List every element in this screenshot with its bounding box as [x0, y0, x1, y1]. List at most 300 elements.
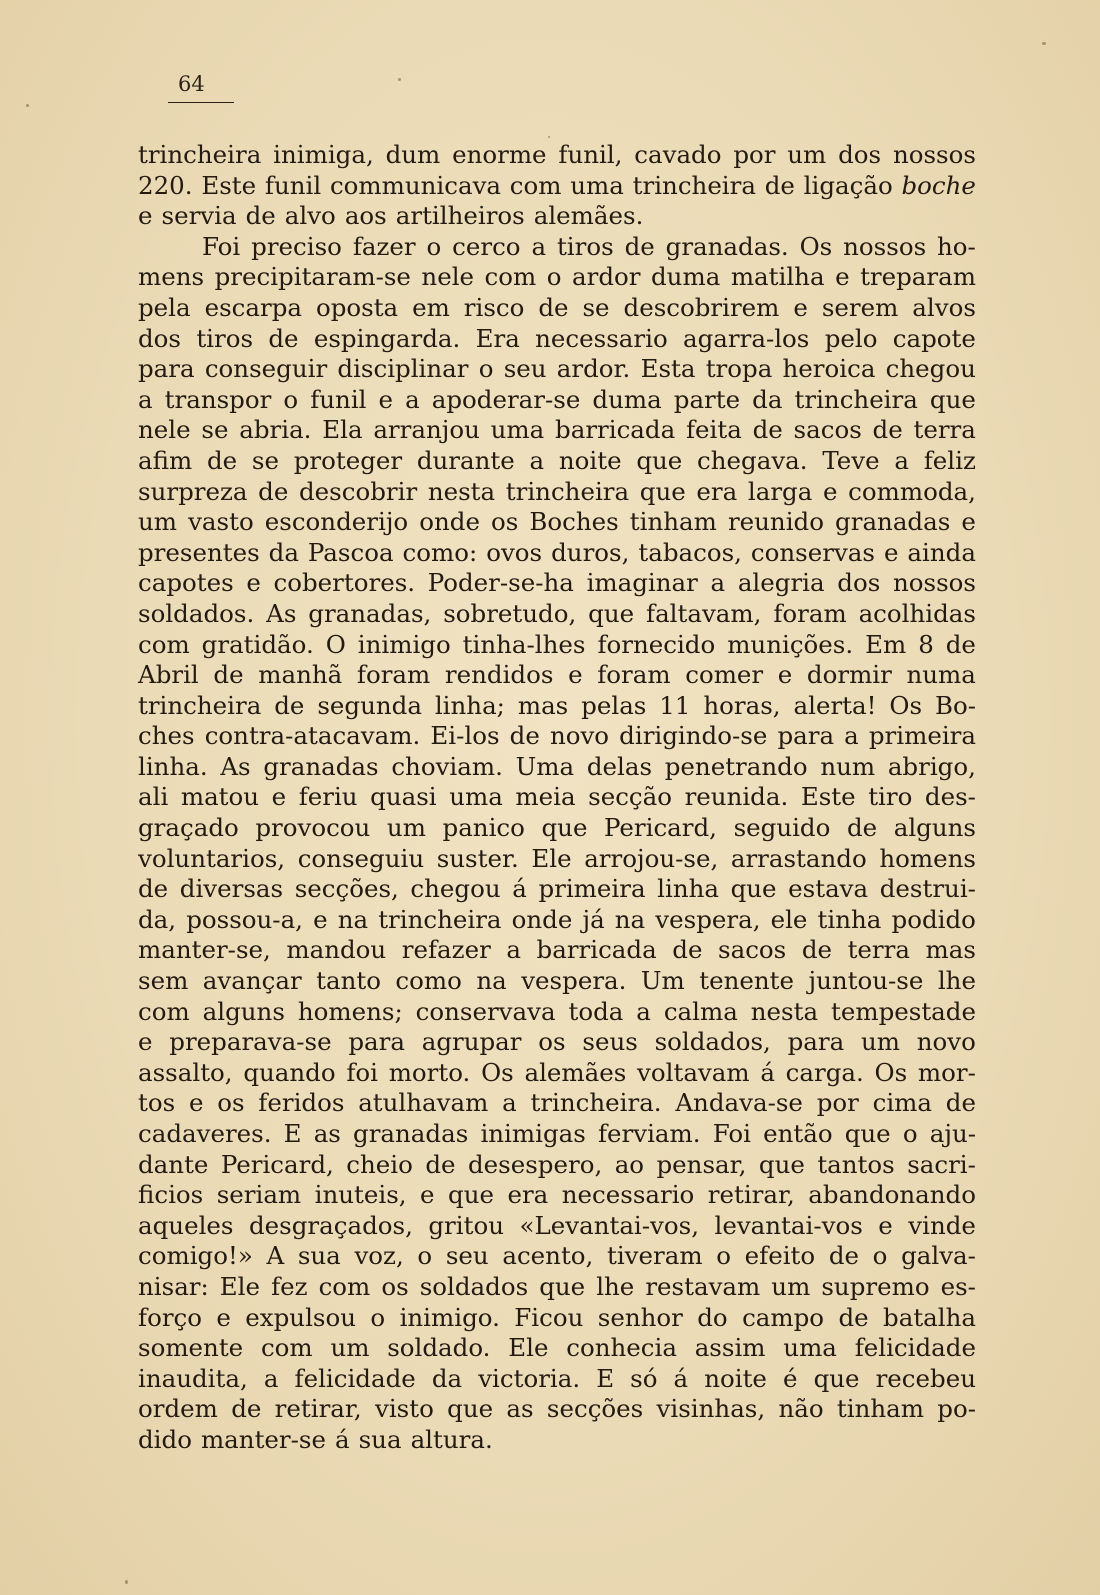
word: de: [274, 690, 305, 720]
word: aqueles: [138, 1210, 234, 1240]
word: dormir: [806, 660, 892, 690]
word: felicidade: [294, 1363, 416, 1393]
word: felicidade: [854, 1333, 976, 1363]
word: o: [426, 231, 442, 261]
word: feliz: [923, 445, 976, 475]
word: tinha-lhes: [462, 629, 586, 659]
word: Os: [889, 690, 923, 720]
word: conseguir: [204, 354, 328, 384]
word: cima: [872, 1088, 933, 1118]
word: cavado: [634, 140, 722, 169]
word: trincheira: [138, 140, 262, 169]
word: era: [507, 1180, 549, 1210]
word: Boches: [529, 507, 619, 537]
word: inimigas: [480, 1119, 586, 1148]
text-line: [138, 966, 976, 997]
word: commoda,: [848, 476, 976, 506]
text-line: [138, 691, 976, 722]
word: tinham: [629, 507, 717, 537]
word: batalha: [883, 1302, 976, 1332]
word: trincheira.: [530, 1088, 662, 1118]
word: ainda: [907, 537, 976, 567]
word: «Levantai-vos,: [519, 1210, 699, 1240]
word: boche: [901, 170, 976, 200]
word: uma: [570, 170, 624, 200]
word: servia: [161, 201, 237, 231]
word: tiros: [196, 323, 254, 353]
word: Bo-: [934, 690, 976, 720]
word: que: [730, 874, 777, 904]
word: preciso: [251, 231, 342, 261]
word: novo: [916, 1027, 976, 1057]
word: soldados,: [654, 1027, 771, 1057]
word: cadaveres.: [138, 1119, 272, 1148]
word: desgraçados,: [248, 1210, 413, 1240]
text-line: [138, 874, 976, 905]
word: victoria.: [478, 1363, 581, 1393]
word: refazer: [401, 935, 491, 965]
word: gritou: [428, 1210, 504, 1240]
word: Ela: [322, 415, 363, 445]
word: que: [541, 813, 588, 843]
word: provocou: [255, 813, 371, 843]
word: seus: [582, 1027, 638, 1057]
word: dos: [838, 140, 882, 169]
word: tiro: [868, 782, 913, 812]
word: pela: [138, 292, 191, 322]
word: mor-: [917, 1057, 976, 1087]
word: sua: [297, 1241, 341, 1271]
word: Era: [475, 323, 520, 353]
word: a: [531, 231, 547, 261]
word: tiveram: [607, 1241, 703, 1271]
word: de: [258, 476, 289, 506]
word: horas,: [703, 690, 781, 720]
word: inuteis,: [314, 1180, 407, 1210]
word: de: [672, 935, 703, 965]
word: como: [395, 966, 462, 996]
word: ao: [614, 1149, 645, 1179]
word: inimigo: [357, 629, 451, 659]
text-line: [138, 538, 976, 569]
word: e: [961, 507, 976, 537]
text-line: [138, 171, 976, 202]
word: por: [816, 1088, 859, 1118]
word: as: [506, 1394, 534, 1424]
word: e: [378, 384, 394, 414]
word: á: [673, 1363, 689, 1393]
word: assalto,: [138, 1057, 233, 1087]
word: na: [476, 966, 507, 996]
word: alguns: [202, 996, 285, 1026]
word: trincheira: [505, 476, 630, 506]
word: nossos: [892, 140, 976, 169]
word: podido: [891, 904, 976, 934]
word: apoderar-se: [431, 384, 581, 414]
word: soldados: [419, 1271, 529, 1301]
word: dum: [385, 140, 441, 169]
word: carga.: [785, 1057, 864, 1087]
word: um: [787, 140, 827, 169]
word: tinham: [836, 1394, 924, 1424]
word: os: [491, 507, 519, 537]
word: aos: [344, 201, 387, 231]
word: do: [697, 1302, 728, 1332]
word: arrojou-se,: [584, 843, 719, 873]
word: á: [512, 874, 527, 904]
word: trincheira: [794, 384, 918, 414]
word: ardor.: [556, 354, 631, 384]
word: juntou-se: [808, 966, 924, 996]
word: campo: [742, 1302, 825, 1332]
word: a: [506, 935, 521, 965]
word: nisar:: [138, 1271, 209, 1301]
word: Andava-se: [675, 1088, 803, 1118]
word: dido: [138, 1424, 192, 1454]
word: treparam: [860, 262, 976, 292]
word: alguns: [893, 813, 976, 843]
word: é: [783, 1363, 798, 1393]
word: avançar: [202, 966, 302, 996]
word: matou: [180, 782, 260, 812]
word: as: [313, 1119, 341, 1148]
word: inimigo.: [399, 1302, 500, 1332]
text-line: [138, 140, 976, 171]
text-line: [138, 1241, 976, 1272]
text-line: [138, 324, 976, 355]
text-line: [138, 1425, 976, 1456]
page-number: 64: [178, 72, 205, 96]
word: presentes: [138, 537, 260, 567]
word: expulsou: [245, 1302, 357, 1332]
word: a: [529, 445, 545, 475]
word: de: [268, 323, 299, 353]
word: faltavam,: [646, 598, 762, 628]
word: delas: [586, 751, 653, 781]
word: sem: [138, 966, 189, 996]
word: ele: [770, 904, 808, 934]
word: sacos: [718, 935, 787, 965]
word: e: [138, 201, 153, 231]
word: fez: [271, 1271, 308, 1301]
word: oposta: [315, 292, 399, 322]
word: á: [760, 1057, 775, 1087]
word: ligação: [803, 170, 893, 200]
word: necessario: [561, 1180, 695, 1210]
word: cobertores.: [273, 568, 416, 598]
word: novo: [549, 721, 610, 751]
word: e: [793, 292, 808, 322]
word: os: [381, 1271, 409, 1301]
word: e: [216, 1302, 231, 1332]
word: uma: [490, 415, 545, 445]
word: o: [546, 262, 562, 292]
word: ordem: [138, 1394, 218, 1424]
word: granadas.: [665, 231, 789, 261]
word: para: [348, 1027, 405, 1057]
word: supremo: [821, 1271, 930, 1301]
word: da,: [138, 904, 177, 934]
word: Teve: [822, 445, 880, 475]
word: seu: [503, 354, 547, 384]
word: granadas: [263, 751, 379, 781]
word: de: [509, 721, 540, 751]
word: altura.: [410, 1424, 493, 1454]
word: que: [588, 598, 635, 628]
word: linha: [657, 874, 719, 904]
word: da: [752, 384, 783, 414]
word: serem: [821, 292, 899, 322]
word: tempestade: [831, 996, 976, 1026]
word: alvo: [284, 201, 336, 231]
word: inaudita,: [138, 1363, 248, 1393]
word: soldado.: [387, 1333, 491, 1363]
word: cerco: [452, 231, 521, 261]
word: voz,: [354, 1241, 404, 1271]
word: As: [220, 751, 251, 781]
word: barricada: [536, 935, 657, 965]
word: soldados.: [138, 598, 255, 628]
word: primeira: [868, 721, 976, 751]
word: com: [509, 170, 562, 200]
word: e: [188, 1088, 204, 1118]
word: secções,: [294, 874, 399, 904]
word: de: [138, 874, 169, 904]
word: e: [420, 1180, 435, 1210]
word: dante: [138, 1149, 209, 1179]
word: acento,: [502, 1241, 594, 1271]
word: ficios: [138, 1180, 204, 1210]
word: por: [733, 140, 776, 169]
word: heroica: [782, 354, 876, 384]
word: sobretudo,: [443, 598, 577, 628]
word: de: [752, 415, 783, 445]
word: disciplinar: [337, 354, 469, 384]
word: panico: [442, 813, 525, 843]
word: arranjou: [373, 415, 480, 445]
word: agarra-los: [683, 323, 810, 353]
word: ho-: [937, 231, 976, 261]
text-line: [138, 1150, 976, 1181]
word: funil,: [558, 140, 623, 169]
word: o: [283, 384, 299, 414]
word: fazer: [352, 231, 416, 261]
word: granadas,: [308, 598, 432, 628]
word: de: [764, 170, 795, 200]
text-line: [138, 262, 976, 293]
word: que: [639, 476, 686, 506]
text-line: [138, 232, 976, 263]
word: senhor: [597, 1302, 683, 1332]
word: a: [263, 1363, 279, 1393]
word: Ele: [508, 1333, 549, 1363]
word: secção: [588, 782, 673, 812]
word: feita: [685, 415, 742, 445]
word: preparava-se: [169, 1027, 332, 1057]
word: Os: [874, 1057, 908, 1087]
word: se: [582, 292, 610, 322]
word: Poder-se-ha: [427, 568, 574, 598]
word: estava: [788, 874, 869, 904]
body-text: [138, 140, 976, 1456]
word: espingarda.: [313, 323, 461, 353]
word: uma: [783, 1333, 837, 1363]
word: ali: [138, 782, 169, 812]
text-line: [138, 293, 976, 324]
word: nesta: [427, 476, 496, 506]
word: com: [138, 629, 190, 659]
word: para: [777, 721, 835, 751]
word: abria.: [239, 415, 312, 445]
word: sua: [358, 1424, 402, 1454]
word: foram: [773, 598, 847, 628]
word: agrupar: [421, 1027, 522, 1057]
word: que: [813, 1363, 860, 1393]
word: como:: [402, 537, 478, 567]
word: enorme: [452, 140, 547, 169]
word: trincheira: [378, 904, 502, 934]
word: Pericard,: [220, 1149, 334, 1179]
word: necessario: [535, 323, 668, 353]
word: quando: [243, 1057, 336, 1087]
word: a: [710, 568, 726, 598]
word: granadas: [353, 1119, 469, 1148]
word: só: [630, 1363, 658, 1393]
word: um: [330, 1333, 370, 1363]
word: pelo: [824, 323, 878, 353]
word: mandou: [286, 935, 387, 965]
word: e: [835, 262, 850, 292]
text-line: [138, 1119, 976, 1150]
word: graçado: [138, 813, 239, 843]
text-line: [138, 1088, 976, 1119]
word: trincheira: [632, 170, 756, 200]
word: linha.: [138, 751, 208, 781]
word: o: [370, 1302, 386, 1332]
word: de: [231, 1394, 262, 1424]
text-line: [138, 1333, 976, 1364]
word: quasi: [370, 782, 437, 812]
word: precipitaram-se: [214, 262, 411, 292]
text-line: [138, 354, 976, 385]
word: que: [447, 1394, 494, 1424]
word: assim: [694, 1333, 766, 1363]
word: Abril: [138, 660, 199, 690]
word: conservava: [415, 996, 556, 1026]
word: tropa: [705, 354, 773, 384]
paper-speck: [26, 104, 29, 107]
word: visto: [375, 1394, 434, 1424]
word: conservas: [750, 537, 875, 567]
word: Este: [800, 782, 856, 812]
word: um: [860, 1027, 900, 1057]
word: terra: [847, 935, 910, 965]
text-line: [138, 721, 976, 752]
word: levantai-vos: [714, 1210, 863, 1240]
word: alegria: [737, 568, 825, 598]
word: de: [801, 935, 832, 965]
word: primeira: [538, 874, 646, 904]
word: uma: [449, 782, 503, 812]
word: galva-: [901, 1241, 976, 1271]
text-line: [138, 415, 976, 446]
word: tabacos,: [638, 537, 742, 567]
word: feriu: [298, 782, 358, 812]
word: conseguiu: [297, 843, 425, 873]
word: que: [539, 1271, 586, 1301]
word: e: [568, 660, 583, 690]
word: durante: [416, 445, 515, 475]
word: vasto: [188, 507, 254, 537]
word: Pericard,: [604, 813, 717, 843]
word: e: [313, 904, 328, 934]
word: duros,: [551, 537, 630, 567]
word: Esta: [640, 354, 696, 384]
word: os: [538, 1027, 566, 1057]
word: aju-: [929, 1119, 976, 1148]
word: com: [318, 1271, 371, 1301]
word: retirar,: [274, 1394, 362, 1424]
word: com: [138, 996, 190, 1026]
word: noite: [558, 445, 622, 475]
paper-speck: [398, 78, 401, 81]
word: manter-se: [200, 1424, 326, 1454]
word: forço: [138, 1302, 203, 1332]
text-line: [138, 446, 976, 477]
word: parte: [673, 384, 741, 414]
text-line: [138, 385, 976, 416]
word: ches: [138, 721, 195, 751]
word: onde: [511, 904, 573, 934]
word: seu: [445, 1241, 489, 1271]
text-line: [138, 1272, 976, 1303]
word: a: [844, 721, 859, 751]
word: foi: [346, 1057, 378, 1087]
word: alemães.: [533, 201, 644, 231]
word: A: [266, 1241, 285, 1271]
word: chegou: [885, 354, 976, 384]
word: de: [213, 660, 244, 690]
word: somente: [138, 1333, 244, 1363]
paragraph: [138, 232, 976, 1456]
word: Ele: [219, 1271, 261, 1301]
word: descobrir: [298, 476, 418, 506]
text-line: [138, 201, 976, 232]
word: segunda: [317, 690, 422, 720]
word: capotes: [138, 568, 234, 598]
word: tanto: [316, 966, 381, 996]
word: linha;: [434, 690, 505, 720]
word: que: [636, 445, 683, 475]
word: larga: [747, 476, 813, 506]
word: Os: [481, 1057, 514, 1087]
word: tos: [138, 1088, 176, 1118]
word: es-: [940, 1271, 976, 1301]
word: secções: [546, 1394, 644, 1424]
text-line: [138, 1364, 976, 1395]
word: mas: [517, 690, 569, 720]
word: contra-atacavam.: [204, 721, 421, 751]
text-line: [138, 1303, 976, 1334]
word: onde: [419, 507, 480, 537]
word: nesta: [750, 996, 819, 1026]
text-line: [138, 782, 976, 813]
word: e: [878, 1210, 893, 1240]
word: lhe: [937, 966, 976, 996]
word: feridos: [258, 1088, 345, 1118]
word: descobrirem: [623, 292, 780, 322]
word: de: [945, 629, 976, 659]
